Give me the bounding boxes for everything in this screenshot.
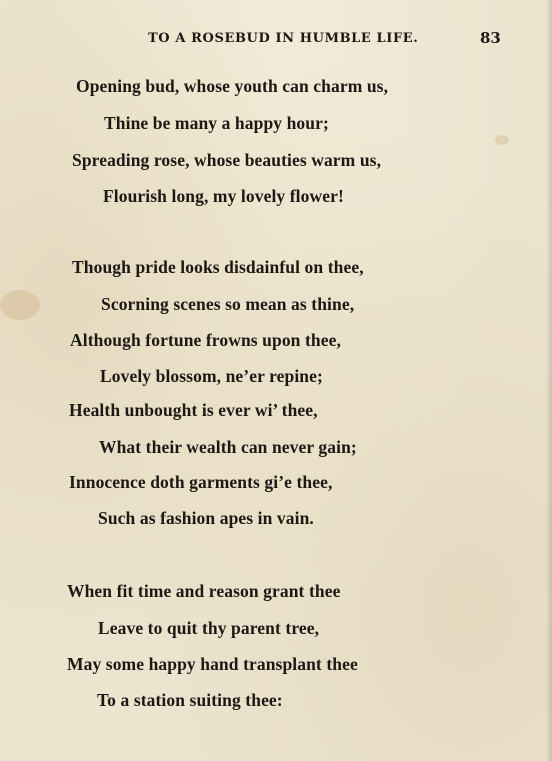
- poem-line: Health unbought is ever wi’ thee,: [69, 400, 318, 420]
- poem-line: Innocence doth garments gi’e thee,: [69, 472, 333, 492]
- poem-line: Leave to quit thy parent tree,: [98, 618, 320, 638]
- poem-line: Though pride looks disdainful on thee,: [72, 257, 364, 277]
- poem-line: Scorning scenes so mean as thine,: [101, 294, 355, 314]
- poem-line: Flourish long, my lovely flower!: [103, 186, 344, 206]
- poem-line: Spreading rose, whose beauties warm us,: [72, 150, 382, 170]
- paper-stain: [0, 290, 40, 320]
- poem-line: Although fortune frowns upon thee,: [70, 330, 341, 350]
- poem-line: Lovely blossom, ne’er repine;: [100, 366, 323, 386]
- poem-line: To a station suiting thee:: [97, 690, 283, 710]
- poem-line: Thine be many a happy hour;: [104, 113, 329, 133]
- paper-stain: [495, 135, 509, 145]
- poem-line: When fit time and reason grant thee: [67, 581, 341, 601]
- page-edge-shadow: [546, 0, 552, 761]
- running-title: TO A ROSEBUD IN HUMBLE LIFE.: [148, 31, 419, 46]
- poem-line: What their wealth can never gain;: [99, 437, 357, 457]
- poem-line: Such as fashion apes in vain.: [98, 508, 314, 528]
- poem-line: May some happy hand transplant thee: [67, 654, 358, 674]
- poem-line: Opening bud, whose youth can charm us,: [76, 76, 389, 96]
- page-number: 83: [480, 29, 501, 47]
